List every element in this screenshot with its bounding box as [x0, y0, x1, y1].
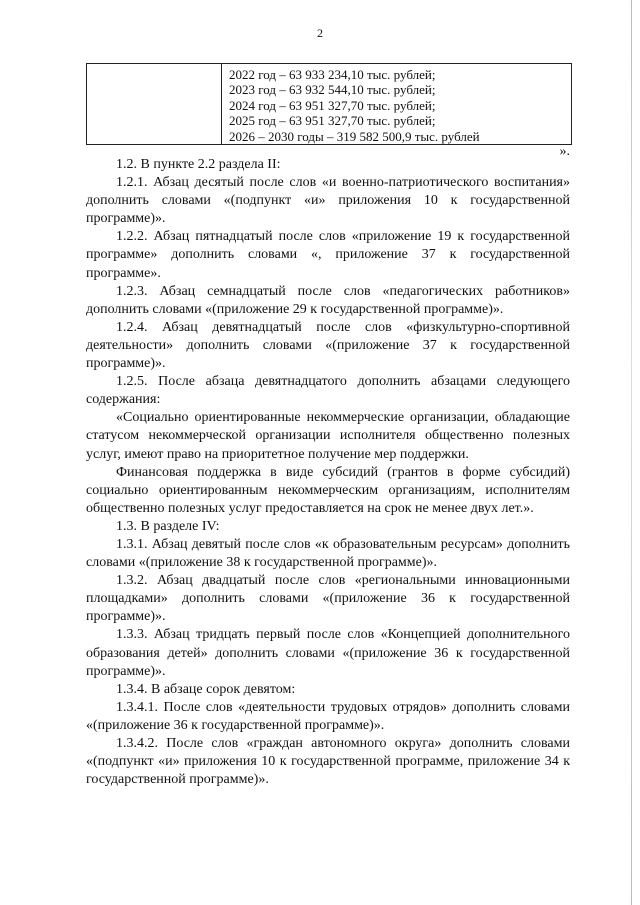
paragraph: 1.3.1. Абзац девятый после слов «к образовательным ресурсам» дополнить словами «(приложение 38 к государственной программе)».: [86, 536, 570, 571]
paragraph: 1.2. В пункте 2.2 раздела II:: [116, 157, 281, 172]
paragraph: 1.3.4.2. После слов «граждан автономного округа» дополнить словами «(подпункт «и» приложения 10 к государственной программе, приложение 34 к государственной программе)».: [86, 736, 570, 788]
table-row: 2023 год – 63 932 544,10 тыс. рублей;: [229, 82, 436, 98]
page-number: 2: [317, 26, 323, 40]
closing-quote-mark: ».: [559, 144, 570, 159]
table-cell-funding: [229, 67, 480, 144]
paragraph: 1.2.5. После абзаца девятнадцатого дополнить абзацами следующего содержания:: [86, 374, 570, 408]
table-row: 2026 – 2030 годы – 319 582 500,9 тыс. рублей: [229, 128, 480, 144]
paragraph: 1.3. В разделе IV:: [116, 518, 220, 534]
paragraph: 1.3.2. Абзац двадцатый после слов «региональными инновационными площадками» дополнить словами «(приложение 36 к государственной программе)».: [86, 573, 570, 625]
paragraph: 1.3.4. В абзаце сорок девятом:: [116, 681, 296, 697]
table-row: 2024 год – 63 951 327,70 тыс. рублей;: [229, 97, 436, 113]
paragraph: «Социально ориентированные некоммерческие организации, обладающие статусом некоммерческой организации исполнителя общественно полезных услуг, имеют право на приоритетное получение мер поддержки.: [86, 410, 570, 462]
scan-edge-line: [631, 0, 632, 905]
document-body: [86, 156, 570, 789]
table-column-divider: [221, 64, 222, 144]
table-row: 2022 год – 63 933 234,10 тыс. рублей;: [229, 67, 436, 82]
budget-table: [86, 63, 572, 145]
paragraph: Финансовая поддержка в виде субсидий (грантов в форме субсидий) социально ориентированным некоммерческим организациям, исполнителям общественно полезных услуг предоставляется на срок не менее двух лет.».: [86, 464, 570, 516]
paragraph: 1.2.4. Абзац девятнадцатый после слов «физкультурно-спортивной деятельности» дополнить словами «(приложение 37 к государственной программе)».: [86, 319, 570, 372]
paragraph: 1.2.2. Абзац пятнадцатый после слов «приложение 19 к государственной программе» дополнить словами «, приложение 37 к государственной программе».: [86, 229, 570, 281]
table-row: 2025 год – 63 951 327,70 тыс. рублей;: [229, 113, 436, 129]
paragraph: 1.3.3. Абзац тридцать первый после слов «Концепцией дополнительного образования детей» дополнить словами «(приложение 36 к государственной программе)».: [86, 627, 570, 679]
paragraph: 1.2.3. Абзац семнадцатый после слов «педагогических работников» дополнить словами «(приложение 29 к государственной программе)».: [86, 283, 570, 317]
paragraph: 1.3.4.1. После слов «деятельности трудовых отрядов» дополнить словами «(приложение 36 к государственной программе)».: [86, 699, 570, 733]
paragraph: 1.2.1. Абзац десятый после слов «и военно-патриотического воспитания» дополнить словами «(подпункт «и» приложения 10 к государственной программе)».: [86, 175, 570, 227]
